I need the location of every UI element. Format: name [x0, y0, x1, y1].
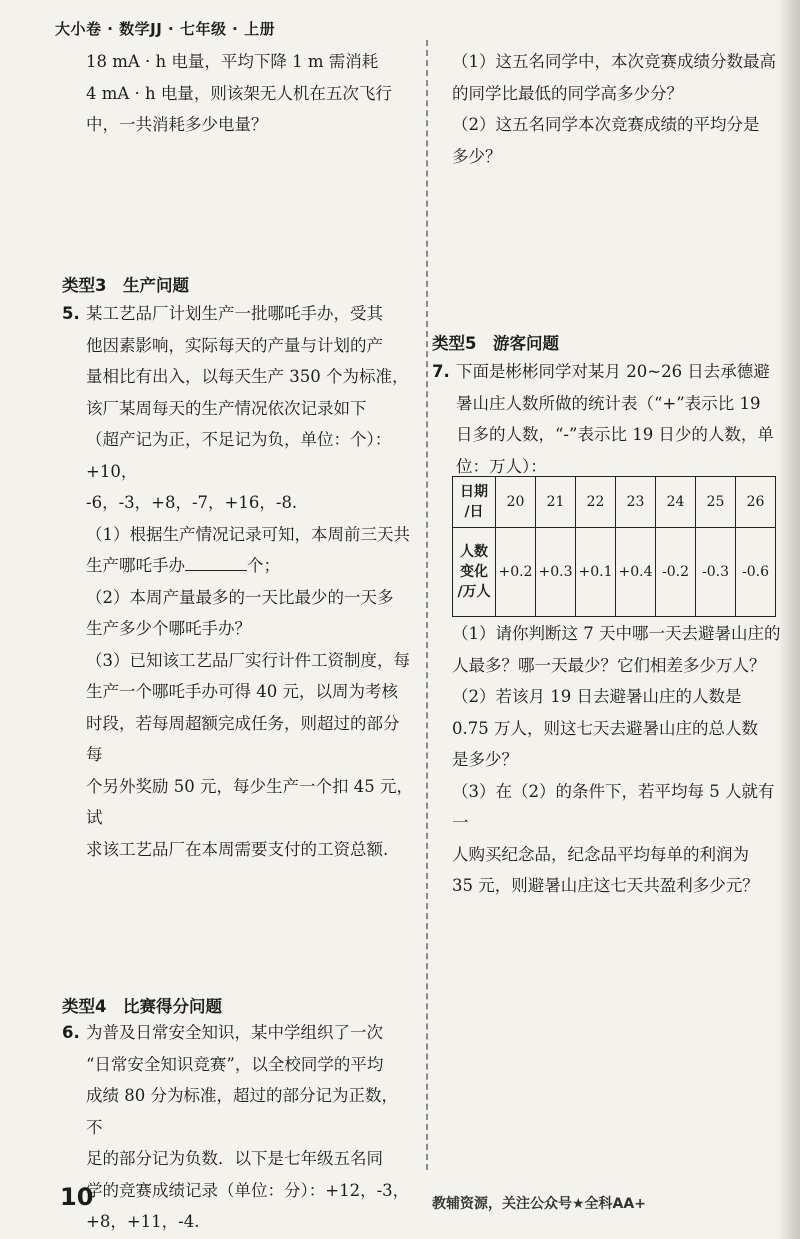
- text-line: 他因素影响，实际每天的产量与计划的产: [86, 335, 383, 355]
- table-cell-change: +0.4: [616, 528, 656, 617]
- text-line: （1）请你判断这 7 天中哪一天去避暑山庄的: [452, 624, 781, 643]
- table-cell-change: -0.2: [656, 528, 696, 617]
- question-5: [62, 298, 414, 865]
- table-cell-date: 25: [696, 477, 736, 528]
- text-line: （3）已知该工艺品厂实行计件工资制度，每: [86, 650, 410, 670]
- table-cell-change: -0.6: [736, 528, 776, 617]
- text-span: 个；: [247, 556, 280, 575]
- text-line: 的同学比最低的同学高多少分？: [452, 83, 683, 103]
- table-row-changes: [453, 528, 776, 617]
- section-heading-type3: 类型3 生产问题: [62, 276, 189, 295]
- table-cell-date: 23: [616, 477, 656, 528]
- table-header-cell: [453, 528, 496, 617]
- footer-watermark: 教辅资源，关注公众号★全科AA+: [432, 1196, 646, 1212]
- text-line: （超产记为正，不足记为负，单位：个）：+10，: [86, 430, 392, 481]
- text-line: 个另外奖励 50 元，每少生产一个扣 45 元，试: [86, 776, 413, 827]
- text-line: 18 mA · h 电量，平均下降 1 m 需消耗: [86, 52, 379, 71]
- text-line: 时段，若每周超额完成任务，则超过的部分每: [86, 713, 400, 764]
- question-6: [62, 1017, 414, 1238]
- text-line: 求该工艺品厂在本周需要支付的工资总额.: [86, 839, 389, 859]
- text-line: （1）根据生产情况记录可知，本周前三天共: [86, 524, 410, 544]
- text-line: （1）这五名同学中，本次竞赛成绩分数最高: [452, 52, 776, 71]
- text-line: （2）若该月 19 日去避暑山庄的人数是: [452, 687, 742, 706]
- text-line: [62, 1017, 414, 1049]
- text-line: 成绩 80 分为标准，超过的部分记为正数，不: [86, 1086, 398, 1137]
- section-heading-type5: 类型5 游客问题: [432, 334, 559, 353]
- header-line: /日: [464, 504, 484, 520]
- header-line: 人数: [460, 544, 488, 560]
- table-cell-change: +0.1: [576, 528, 616, 617]
- question-4-continuation: [62, 46, 438, 141]
- text-line: 4 mA · h 电量，则该架无人机在五次飞行: [86, 83, 392, 103]
- text-line: 多少？: [452, 146, 502, 166]
- text-span: 为普及日常安全知识，某中学组织了一次: [86, 1023, 383, 1042]
- text-line: 0.75 万人，则这七天去避暑山庄的总人数: [452, 718, 758, 738]
- text-line: 是多少？: [452, 750, 518, 769]
- table-cell-date: 21: [536, 477, 576, 528]
- table-header-cell: [453, 477, 496, 528]
- text-span: 生产哪吒手办: [86, 556, 185, 575]
- text-line: -6，-3，+8，-7，+16，-8.: [86, 493, 298, 512]
- text-line: 足的部分记为负数．以下是七年级五名同: [86, 1149, 383, 1168]
- table-cell-date: 26: [736, 477, 776, 528]
- question-number: 7.: [432, 362, 450, 381]
- text-line: 学的竞赛成绩记录（单位：分）：+12，-3，: [86, 1180, 410, 1200]
- text-span: 下面是彬彬同学对某月 20~26 日去承德避: [456, 362, 770, 381]
- question-number: 5.: [62, 304, 80, 323]
- text-line: 生产一个哪吒手办可得 40 元，以周为考核: [86, 682, 398, 701]
- column-divider: [426, 40, 428, 1170]
- text-line: [62, 550, 414, 582]
- table-cell-date: 20: [496, 477, 536, 528]
- page-number: 10: [60, 1183, 94, 1211]
- text-line: 35 元，则避暑山庄这七天共盈利多少元？: [452, 876, 759, 895]
- table-cell-date: 24: [656, 477, 696, 528]
- question-7-subquestions: [452, 618, 788, 902]
- text-line: （2）这五名同学本次竞赛成绩的平均分是: [452, 115, 760, 134]
- header-line: 变化: [460, 564, 488, 580]
- table-cell-date: 22: [576, 477, 616, 528]
- text-line: +8，+11，-4.: [86, 1212, 200, 1231]
- text-line: 位：万人）：: [456, 456, 547, 476]
- text-line: 人购买纪念品，纪念品平均每单的利润为: [452, 844, 749, 864]
- text-line: 人最多？哪一天最少？它们相差多少万人？: [452, 655, 766, 675]
- text-line: 该厂某周每天的生产情况依次记录如下: [86, 398, 367, 418]
- section-heading-type4: 类型4 比赛得分问题: [62, 997, 222, 1016]
- page-header: 大小卷 · 数学JJ · 七年级 · 上册: [55, 20, 276, 38]
- text-line: 日多的人数，“-”表示比 19 日少的人数，单: [456, 425, 774, 444]
- visitor-change-table: [452, 476, 776, 617]
- text-line: （3）在（2）的条件下，若平均每 5 人就有一: [452, 781, 775, 832]
- text-line: 中，一共消耗多少电量？: [86, 115, 268, 134]
- text-line: 生产多少个哪吒手办？: [86, 619, 251, 638]
- text-span: 某工艺品厂计划生产一批哪吒手办，受其: [86, 304, 383, 323]
- table-cell-change: +0.2: [496, 528, 536, 617]
- text-line: [62, 298, 414, 330]
- question-7: [432, 356, 784, 482]
- table-cell-change: -0.3: [696, 528, 736, 617]
- table-cell-change: +0.3: [536, 528, 576, 617]
- header-line: 日期: [460, 484, 488, 500]
- answer-blank: [185, 552, 247, 571]
- question-number: 6.: [62, 1023, 80, 1042]
- text-line: “日常安全知识竞赛”，以全校同学的平均: [86, 1054, 384, 1074]
- text-line: [432, 356, 784, 388]
- text-line: 量相比有出入，以每天生产 350 个为标准，: [86, 367, 409, 386]
- text-line: （2）本周产量最多的一天比最少的一天多: [86, 587, 394, 607]
- question-6-subquestions: [452, 46, 784, 172]
- header-line: /万人: [457, 584, 491, 600]
- table-row-dates: [453, 477, 776, 528]
- text-line: 暑山庄人数所做的统计表（“+”表示比 19: [456, 393, 761, 413]
